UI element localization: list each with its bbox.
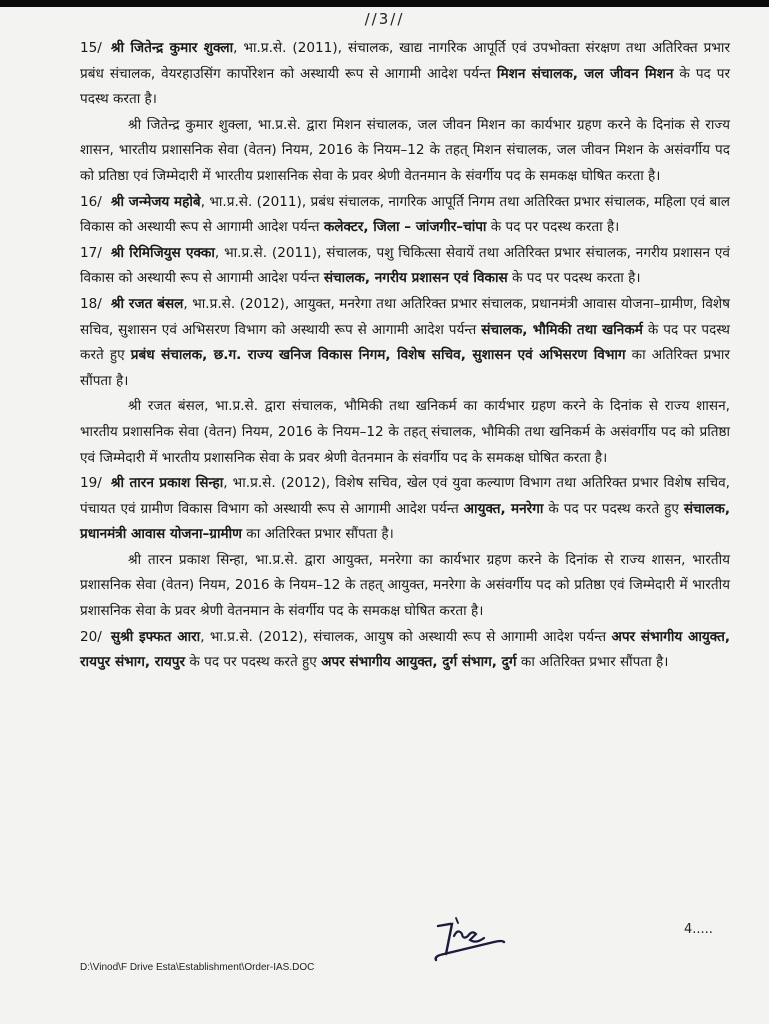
order-note-15: श्री जितेन्द्र कुमार शुक्ला, भा.प्र.से. द्वारा मिशन संचालक, जल जीवन मिशन का कार्यभार ग्रहण करने के दिनांक से राज्य शासन, भारतीय प्रशासनिक सेवा (वेतन) नियम, 2016 के नियम–12 के तहत् मिशन संचालक, जल जीवन मिशन के असंवर्गीय पद को प्रतिष्ठा एवं जिम्मेदारी में भारतीय प्रशासनिक सेवा के प्रवर श्रेणी वेतनमान के संवर्गीय पद के समकक्ष घोषित करता है।: [80, 116, 730, 184]
order-note-18: श्री रजत बंसल, भा.प्र.से. द्वारा संचालक, भौमिकी तथा खनिकर्म का कार्यभार ग्रहण करने के दिनांक से राज्य शासन, भारतीय प्रशासनिक सेवा (वेतन) नियम, 2016 के नियम–12 के तहत् संचालक, भौमिकी तथा खनिकर्म के असंवर्गीय पद को प्रतिष्ठा एवं जिम्मेदारी में भारतीय प्रशासनिक सेवा के प्रवर श्रेणी वेतनमान के संवर्गीय पद के समकक्ष घोषित करता है।: [80, 398, 731, 466]
item-number: 15/: [80, 40, 102, 56]
officer-name: श्री जन्मेजय महोबे: [110, 193, 201, 210]
item-text: , भा.प्र.से. (2011), प्रबंध संचालक, नागरिक आपूर्ति निगम तथा अतिरिक्त प्रभार संचालक, महिला एवं बाल विकास को अस्थायी रूप से आगामी आदेश पर्यन्त: [80, 193, 731, 236]
item-text: के पद पर पदस्थ करता है।: [80, 65, 731, 108]
item-text: के पद पर पदस्थ करते हुए: [80, 321, 730, 364]
item-number: 18/: [80, 295, 102, 312]
item-text: का अतिरिक्त प्रभार सौंपता है।: [516, 654, 669, 671]
posting-title: कलेक्टर, जिला – जांजगीर–चांपा: [323, 219, 487, 236]
order-body: [80, 36, 730, 676]
item-text: के पद पर पदस्थ करता है।: [486, 219, 620, 236]
order-item-19: [80, 471, 730, 548]
additional-charge: प्रबंध संचालक, छ.ग. राज्य खनिज विकास निगम, विशेष सचिव, सुशासन एवं अभिसरण विभाग: [130, 347, 626, 364]
posting-title: आयुक्त, मनरेगा: [463, 500, 544, 517]
item-text: , भा.प्र.से. (2011), संचालक, खाद्य नागरिक आपूर्ति एवं उपभोक्ता संरक्षण तथा अतिरिक्त प्रभार प्रबंध संचालक, वेयरहाउसिंग कार्पोरेशन को अस्थायी रूप से आगामी आदेश पर्यन्त: [80, 40, 731, 82]
officer-name: श्री तारन प्रकाश सिन्हा: [110, 475, 224, 492]
item-number: 20/: [80, 628, 102, 645]
file-path-footer: D:\Vinod\F Drive Esta\Establishment\Order-IAS.DOC: [80, 962, 315, 973]
officer-name: श्री रजत बंसल: [110, 295, 184, 312]
item-text: का अतिरिक्त प्रभार सौंपता है।: [241, 526, 394, 543]
item-number: 16/: [80, 193, 102, 210]
officer-name: श्री जितेन्द्र कुमार शुक्ला: [110, 40, 234, 56]
item-number: 19/: [80, 475, 102, 492]
page-number: //3//: [364, 10, 405, 28]
order-item-15: [80, 36, 730, 113]
item-number: 17/: [80, 244, 102, 261]
item-text: , भा.प्र.से. (2012), संचालक, आयुष को अस्थायी रूप से आगामी आदेश पर्यन्त: [200, 628, 612, 645]
item-text: के पद पर पदस्थ करते हुए: [185, 654, 322, 671]
top-edge-bar: [0, 0, 769, 7]
order-note-19: श्री तारन प्रकाश सिन्हा, भा.प्र.से. द्वारा आयुक्त, मनरेगा का कार्यभार ग्रहण करने के दिनांक से राज्य शासन, भारतीय प्रशासनिक सेवा (वेतन) नियम, 2016 के नियम–12 के तहत् आयुक्त, मनरेगा के असंवर्गीय पद को प्रतिष्ठा एवं जिम्मेदारी में भारतीय प्रशासनिक सेवा के प्रवर श्रेणी वेतनमान के संवर्गीय पद के समकक्ष घोषित करता है।: [80, 551, 730, 620]
posting-title: अपर संभागीय आयुक्त, रायपुर संभाग, रायपुर: [80, 628, 730, 671]
order-item-17: [80, 241, 730, 292]
signature-icon: [432, 914, 512, 962]
posting-title: मिशन संचालक, जल जीवन मिशन: [496, 65, 674, 82]
officer-name: सुश्री इफ्फत आरा: [110, 628, 201, 645]
item-text: , भा.प्र.से. (2012), विशेष सचिव, खेल एवं युवा कल्याण विभाग तथा अतिरिक्त प्रभार विशेष सचिव, पंचायत एवं ग्रामीण विकास विभाग को अस्थायी रूप से आगामी आदेश पर्यन्त: [80, 475, 730, 517]
item-text: के पद पर पदस्थ करते हुए: [543, 500, 684, 517]
order-item-20: [80, 625, 730, 676]
item-text: , भा.प्र.से. (2011), संचालक, पशु चिकित्सा सेवायें तथा अतिरिक्त प्रभार संचालक, नगरीय प्रशासन एवं विकास को अस्थायी रूप से आगामी आदेश पर्यन्त: [80, 244, 730, 287]
order-item-18: [80, 292, 730, 394]
posting-title: संचालक, नगरीय प्रशासन एवं विकास: [323, 270, 508, 287]
item-text: का अतिरिक्त प्रभार सौंपता है।: [80, 347, 730, 389]
item-text: के पद पर पदस्थ करता है।: [507, 270, 641, 287]
additional-charge: अपर संभागीय आयुक्त, दुर्ग संभाग, दुर्ग: [321, 654, 517, 671]
officer-name: श्री रिमिजियुस एक्का: [110, 244, 215, 261]
posting-title: संचालक, भौमिकी तथा खनिकर्म: [481, 321, 643, 338]
continued-page-marker: 4.....: [684, 922, 713, 937]
additional-charge: संचालक, प्रधानमंत्री आवास योजना–ग्रामीण: [80, 500, 730, 543]
item-text: , भा.प्र.से. (2012), आयुक्त, मनरेगा तथा अतिरिक्त प्रभार संचालक, प्रधानमंत्री आवास योजना–ग्रामीण, विशेष सचिव, सुशासन एवं अभिसरण विभाग को अस्थायी रूप से आगामी आदेश पर्यन्त: [80, 295, 730, 338]
order-item-16: [80, 190, 730, 241]
